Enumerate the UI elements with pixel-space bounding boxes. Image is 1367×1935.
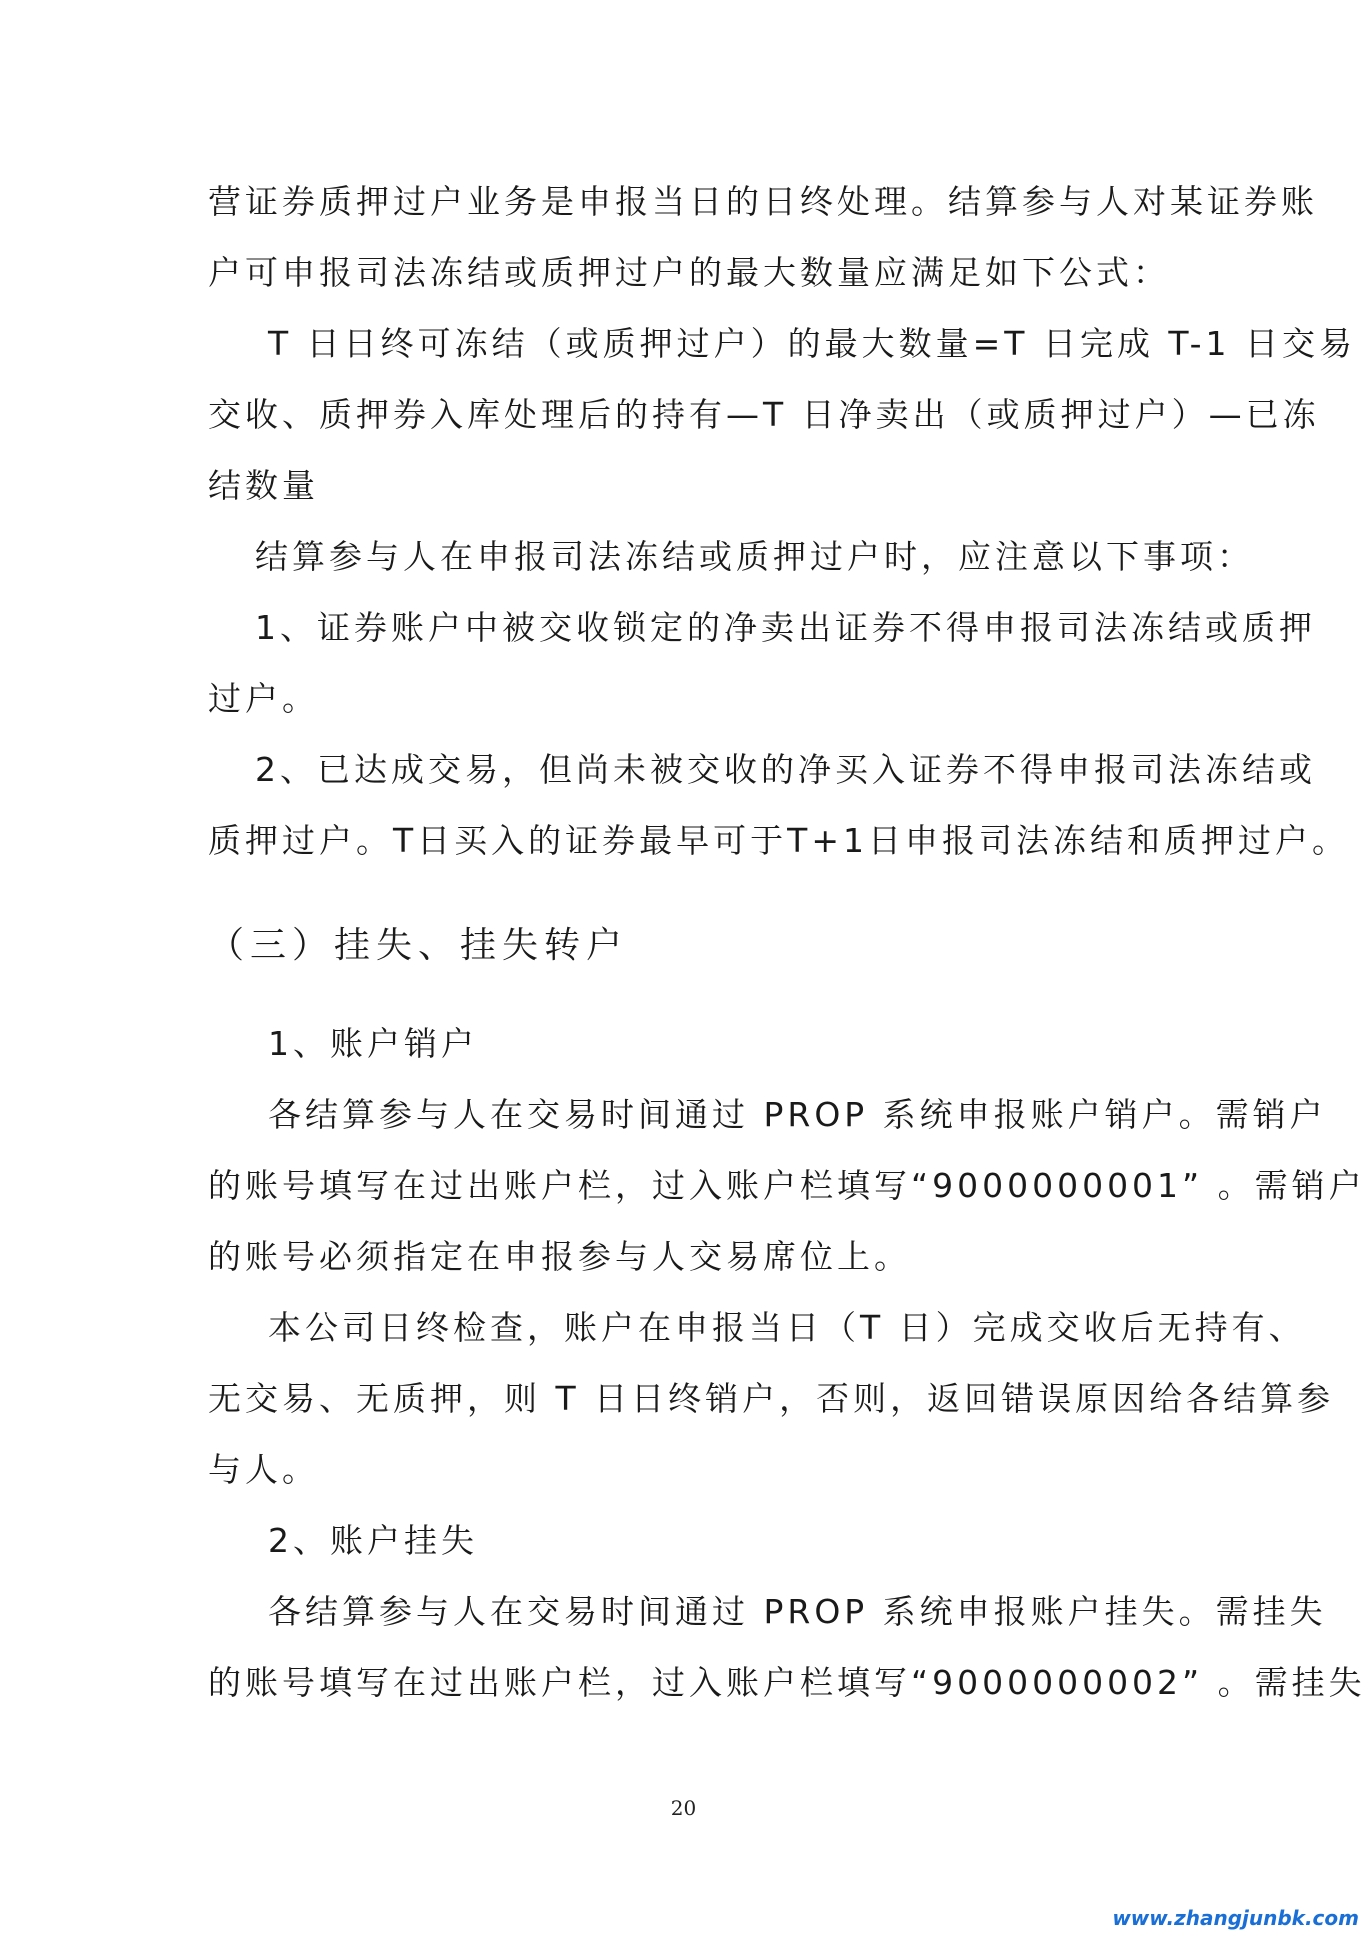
paragraph-line: 的账号填写在过出账户栏，过入账户栏填写“9000000001” 。需销户 — [208, 1166, 1366, 1205]
paragraph-line: T 日日终可冻结（或质押过户）的最大数量=T 日完成 T-1 日交易 — [268, 324, 1356, 363]
list-item: 1、证券账户中被交收锁定的净卖出证券不得申报司法冻结或质押 — [255, 608, 1316, 647]
paragraph-line: 过户。 — [208, 679, 319, 718]
watermark: www.zhangjunbk.com — [1112, 1906, 1359, 1930]
page-number: 20 — [670, 1796, 697, 1820]
paragraph-line: 无交易、无质押，则 T 日日终销户，否则，返回错误原因给各结算参 — [208, 1379, 1335, 1418]
paragraph-line: 户可申报司法冻结或质押过户的最大数量应满足如下公式： — [208, 253, 1170, 292]
subsection-heading: 1、账户销户 — [268, 1024, 478, 1063]
paragraph-line: 质押过户。T日买入的证券最早可于T+1日申报司法冻结和质押过户。 — [208, 821, 1349, 860]
paragraph-line: 各结算参与人在交易时间通过 PROP 系统申报账户销户。需销户 — [268, 1095, 1327, 1134]
list-item: 2、已达成交易，但尚未被交收的净买入证券不得申报司法冻结或 — [255, 750, 1316, 789]
paragraph-line: 各结算参与人在交易时间通过 PROP 系统申报账户挂失。需挂失 — [268, 1592, 1327, 1631]
section-heading: （三）挂失、挂失转户 — [208, 925, 629, 966]
paragraph-line: 营证券质押过户业务是申报当日的日终处理。结算参与人对某证券账 — [208, 182, 1318, 221]
paragraph-line: 结算参与人在申报司法冻结或质押过户时，应注意以下事项： — [255, 537, 1254, 576]
paragraph-line: 与人。 — [208, 1450, 319, 1489]
subsection-heading: 2、账户挂失 — [268, 1521, 478, 1560]
paragraph-line: 本公司日终检查，账户在申报当日（T 日）完成交收后无持有、 — [268, 1308, 1306, 1347]
paragraph-line: 的账号填写在过出账户栏，过入账户栏填写“9000000002” 。需挂失 — [208, 1663, 1366, 1702]
paragraph-line: 交收、质押券入库处理后的持有—T 日净卖出（或质押过户）—已冻 — [208, 395, 1320, 434]
paragraph-line: 结数量 — [208, 466, 319, 505]
paragraph-line: 的账号必须指定在申报参与人交易席位上。 — [208, 1237, 911, 1276]
